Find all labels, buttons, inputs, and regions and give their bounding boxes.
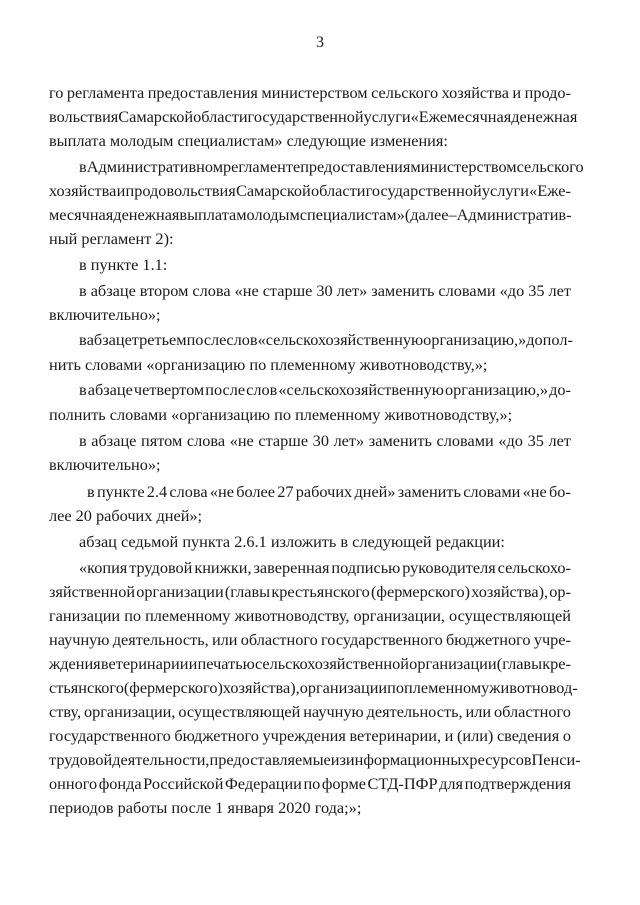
text-line: полнить словами «организацию по племенному животноводству,»; [49,405,513,424]
text-line: ждения ветеринарии и печатью сельскохозяйственной организации (главы кре- [49,654,571,673]
text-line: включительно»; [49,305,161,324]
text-line: в абзаце пятом слова «не старше 30 лет» заменить словами «до 35 лет [79,431,571,450]
text-line: в абзаце четвертом после слов «сельскохозяйственную организацию,» до- [79,380,571,399]
text-line: в абзаце втором слова «не старше 30 лет» заменить словами «до 35 лет [79,281,571,300]
text-line: научную деятельность, или областного государственного бюджетного учре- [49,630,571,649]
text-line: в пункте 2.4 слова «не более 27 рабочих дней» заменить словами «не бо- [87,482,571,501]
text-line: вольствия Самарской области государственной услуги «Ежемесячная денежная [49,107,578,126]
text-line: хозяйства и продовольствия Самарской области государственной услуги «Еже- [49,181,571,200]
text-line: онного фонда Российской Федерации по форме СТД-ПФР для подтверждения [49,774,571,793]
page-number: 3 [316,34,324,51]
text-line: ству, организации, осуществляющей научную деятельность, или областного [49,702,571,721]
text-line: зяйственной организации (главы крестьянского (фермерского) хозяйства), ор- [49,582,571,601]
text-line: в абзаце третьем после слов «сельскохозяйственную организацию,» допол- [79,330,573,349]
text-line: трудовой деятельности, предоставляемые из информационных ресурсов Пенси- [49,750,581,769]
text-line: включительно»; [49,455,161,474]
text-line: «копия трудовой книжки, заверенная подписью руководителя сельскохо- [79,558,571,577]
text-line: в Административном регламенте предоставления министерством сельского [79,157,584,176]
text-line: го регламента предоставления министерством сельского хозяйства и продо- [49,83,571,102]
text-line: месячная денежная выплата молодым специалистам» (далее – Административ- [49,205,572,224]
text-line: нить словами «организацию по племенному животноводству,»; [49,355,488,374]
text-line: государственного бюджетного учреждения ветеринарии, и (или) сведения о [49,726,571,745]
text-line: ганизации по племенному животноводству, организации, осуществляющей [49,606,571,625]
text-line: выплата молодым специалистам» следующие изменения: [49,131,448,150]
text-line: периодов работы после 1 января 2020 года;»; [49,798,362,817]
text-line: в пункте 1.1: [79,255,168,274]
text-line: лее 20 рабочих дней»; [49,506,203,525]
text-line: ный регламент 2): [49,229,174,248]
text-line: абзац седьмой пункта 2.6.1 изложить в следующей редакции: [79,532,505,551]
text-line: стьянского (фермерского) хозяйства), организации по племенному животновод- [49,678,578,697]
